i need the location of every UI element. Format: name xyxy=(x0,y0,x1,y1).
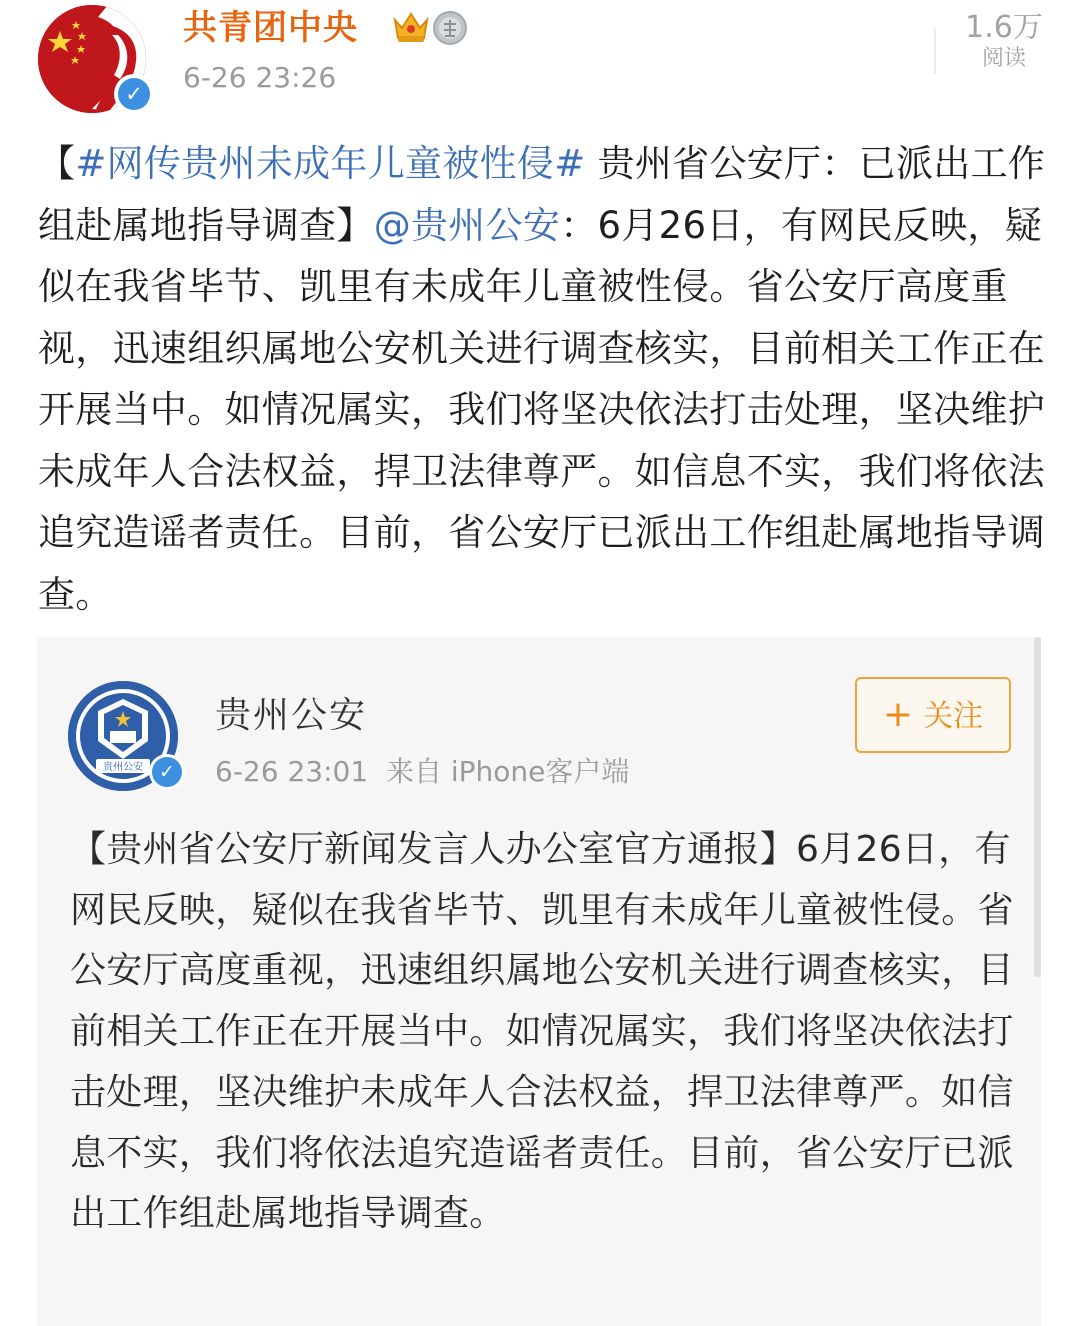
repost-scrollbar[interactable] xyxy=(1034,637,1041,977)
post-body xyxy=(38,133,1050,625)
answer-medal-icon xyxy=(432,10,468,46)
follow-button[interactable] xyxy=(855,677,1011,753)
repost-avatar-caption: 贵州公安 xyxy=(103,762,143,773)
header-divider xyxy=(934,28,936,74)
post-body-title: 贵州省公安厅：已派出工作组赴属地指导调查】 xyxy=(38,142,1046,247)
repost-verified-badge-icon: ✓ xyxy=(149,754,185,790)
post-time: 6-26 23:26 xyxy=(183,61,337,94)
vip-crown-icon xyxy=(392,10,430,44)
read-label: 阅读 xyxy=(981,46,1026,71)
post-body-lead: 【 xyxy=(38,142,76,185)
author-name[interactable]: 共青团中央 xyxy=(183,8,358,48)
follow-label: 关注 xyxy=(923,699,984,734)
repost-card[interactable] xyxy=(37,637,1041,1326)
read-count: 1.6万 xyxy=(965,10,1043,45)
repost-author-name[interactable]: 贵州公安 xyxy=(215,695,368,736)
repost-body: 【贵州省公安厅新闻发言人办公室官方通报】6月26日，有网民反映，疑似在我省毕节、凯里有未成年儿童被性侵。省公安厅高度重视，迅速组织属地公安机关进行调查核实，目前相关工作正在开展当中。如情况属实，我们将坚决依法打击处理，坚决维护未成年人合法权益，捍卫法律尊严。如信息不实，我们将依法追究造谣者责任。目前，省公安厅已派出工作组赴属地指导调查。 xyxy=(70,829,1014,1235)
plus-icon: + xyxy=(882,694,914,735)
repost-meta xyxy=(215,754,629,790)
mention-link[interactable]: @贵州公安 xyxy=(373,203,561,247)
repost-time: 6-26 23:01 xyxy=(215,755,369,788)
hashtag-link[interactable]: #网传贵州未成年儿童被性侵# xyxy=(75,142,586,185)
repost-source: 来自 iPhone客户端 xyxy=(385,755,630,788)
post-body-text: ：6月26日，有网民反映，疑似在我省毕节、凯里有未成年儿童被性侵。省公安厅高度重视，迅速组织属地公安机关进行调查核实，目前相关工作正在开展当中。如情况属实，我们将坚决依法打击处理，坚决维护未成年人合法权益，捍卫法律尊严。如信息不实，我们将依法追究造谣者责任。目前，省公安厅已派出工作组赴属地指导调查。 xyxy=(38,203,1046,616)
verified-badge-icon: ✓ xyxy=(114,74,154,114)
